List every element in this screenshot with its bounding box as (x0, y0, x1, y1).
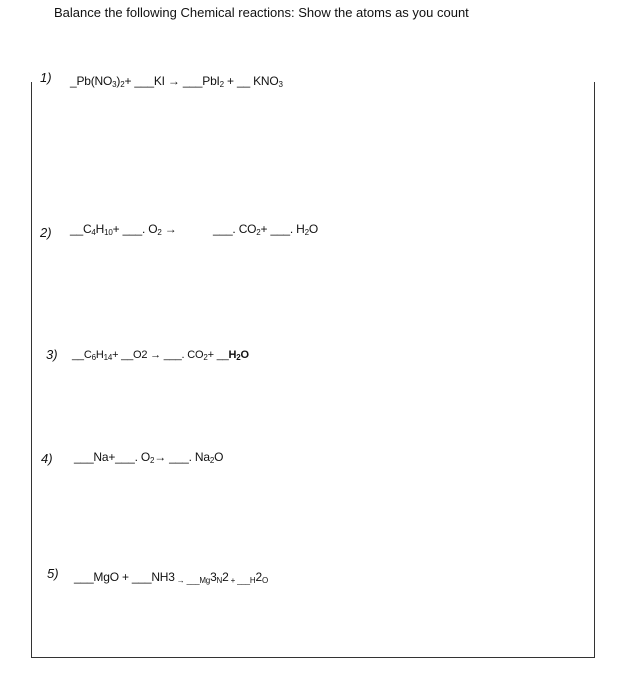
problem-number-2: 2) (40, 225, 52, 240)
problem-number-3: 3) (46, 347, 58, 362)
equation-3: $\_\_C_6H_{14}+$ __O2 → ___. $CO_2+$ $\_\_H_2O$ (72, 349, 249, 362)
equation-2-products: ___. $CO_2+$ ___. $H_2O$ (213, 222, 319, 237)
equation-2: $\_\_C_4H_{10}+$ ___. $O_2$ → (70, 222, 177, 237)
equation-4: ___Na+___. $O_2\to$ ___. $Na_2O$ (74, 450, 224, 465)
problem-number-1: 1) (40, 70, 52, 85)
equation-1: $\_Pb(NO_3)_2+$ ___KI → ___PbI$_2$ + __ $KNO_3$ (70, 74, 283, 89)
page-title: Balance the following Chemical reactions: Show the atoms as you count (54, 5, 469, 20)
problem-number-5: 5) (47, 566, 59, 581)
equation-5: ___MgO + ___NH3 $_{\to \_\_\_Mg}3_N2$ $_{+ \_\_\_H}2_O$ (74, 570, 268, 585)
problem-number-4: 4) (41, 451, 53, 466)
